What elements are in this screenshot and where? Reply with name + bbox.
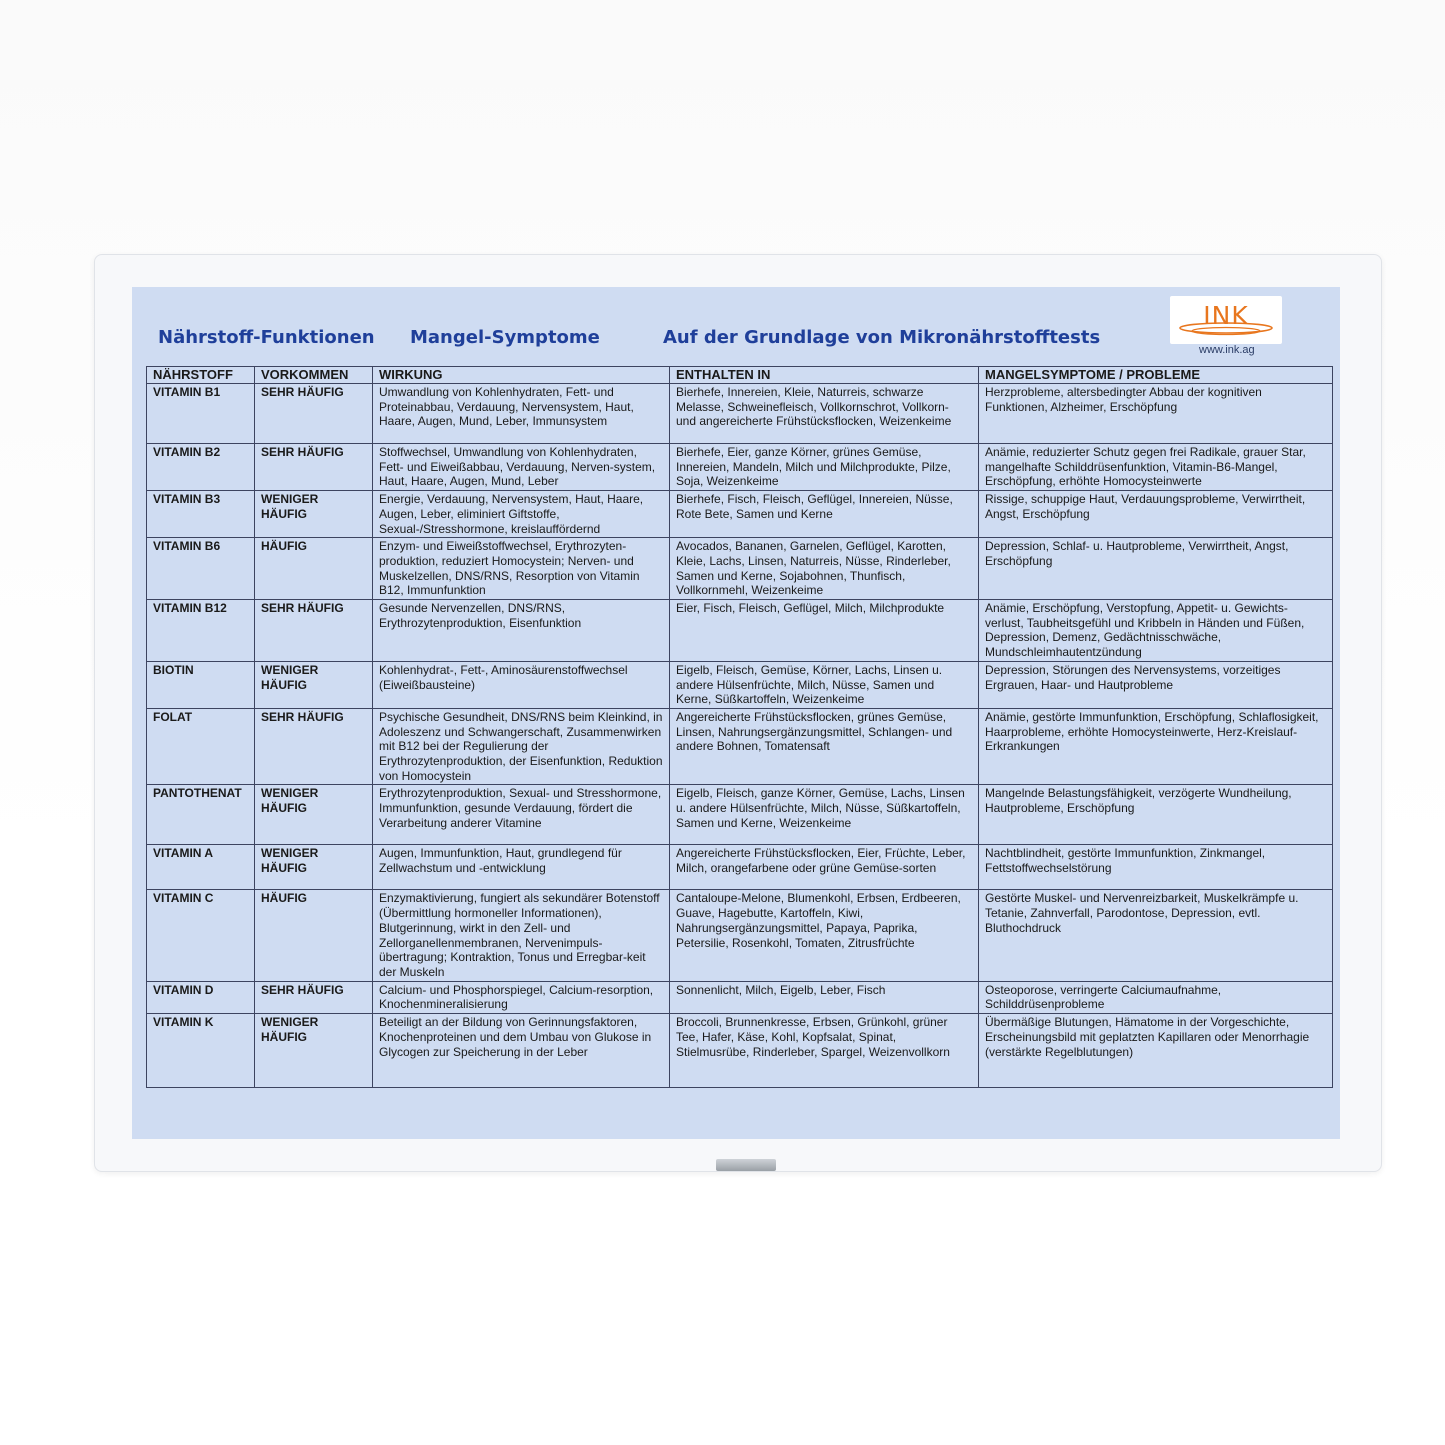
symptoms-cell: Anämie, gestörte Immunfunktion, Erschöpfung, Schlaflosigkeit, Haarprobleme, erhöhte Homocysteinwerte, Herz-Kreislauf-Erkrankungen xyxy=(979,708,1333,785)
frequency-cell: SEHR HÄUFIG xyxy=(255,708,373,785)
nutrient-name-cell: PANTOTHENAT xyxy=(147,785,255,845)
nutrient-name-cell: VITAMIN B12 xyxy=(147,600,255,662)
table-row xyxy=(147,384,1333,444)
effect-cell: Calcium- und Phosphorspiegel, Calcium-resorption, Knochenmineralisierung xyxy=(373,981,670,1013)
sources-cell: Avocados, Bananen, Garnelen, Geflügel, Karotten, Kleie, Lachs, Linsen, Naturreis, Nüsse, Rinderleber, Samen und Kerne, Sojabohnen, Thunfisch, Vollkornmehl, Weizenkeime xyxy=(670,538,979,600)
header-mangelsymptome: MANGELSYMPTOME / PROBLEME xyxy=(979,367,1333,384)
frequency-cell: SEHR HÄUFIG xyxy=(255,384,373,444)
effect-cell: Psychische Gesundheit, DNS/RNS beim Kleinkind, in Adoleszenz und Schwangerschaft, Zusammenwirken mit B12 bei der Regulierung der Erythrozytenproduktion, der Eisenfunktion, Reduktion von Homocystein xyxy=(373,708,670,785)
symptoms-cell: Nachtblindheit, gestörte Immunfunktion, Zinkmangel, Fettstoffwechselstörung xyxy=(979,845,1333,890)
table-row xyxy=(147,538,1333,600)
nutrient-table xyxy=(146,366,1333,1088)
nutrient-name-cell: VITAMIN D xyxy=(147,981,255,1013)
title-mangel-symptome: Mangel-Symptome xyxy=(410,327,600,348)
logo-text: INK xyxy=(1203,301,1249,330)
sources-cell: Bierhefe, Fisch, Fleisch, Geflügel, Innereien, Nüsse, Rote Bete, Samen und Kerne xyxy=(670,491,979,538)
table-row xyxy=(147,1014,1333,1088)
table-header-row xyxy=(147,367,1333,384)
header-enthalten-in: ENTHALTEN IN xyxy=(670,367,979,384)
sources-cell: Bierhefe, Innereien, Kleie, Naturreis, schwarze Melasse, Schweinefleisch, Vollkornschrot, Vollkorn- und angereicherte Frühstücksflocken, Weizenkeime xyxy=(670,384,979,444)
frequency-cell: SEHR HÄUFIG xyxy=(255,600,373,662)
nutrient-name-cell: VITAMIN A xyxy=(147,845,255,890)
table-row xyxy=(147,890,1333,981)
sources-cell: Eier, Fisch, Fleisch, Geflügel, Milch, Milchprodukte xyxy=(670,600,979,662)
effect-cell: Erythrozytenproduktion, Sexual- und Stresshormone, Immunfunktion, gesunde Verdauung, fördert die Verarbeitung anderer Vitamine xyxy=(373,785,670,845)
effect-cell: Umwandlung von Kohlenhydraten, Fett- und Proteinabbau, Verdauung, Nervensystem, Haut, Haare, Augen, Mund, Leber, Immunsystem xyxy=(373,384,670,444)
symptoms-cell: Osteoporose, verringerte Calciumaufnahme, Schilddrüsenprobleme xyxy=(979,981,1333,1013)
frequency-cell: WENIGER HÄUFIG xyxy=(255,491,373,538)
sources-cell: Bierhefe, Eier, ganze Körner, grünes Gemüse, Innereien, Mandeln, Milch und Milchprodukte, Pilze, Soja, Weizenkeime xyxy=(670,444,979,491)
symptoms-cell: Mangelnde Belastungsfähigkeit, verzögerte Wundheilung, Hautprobleme, Erschöpfung xyxy=(979,785,1333,845)
orbit-swoosh-icon xyxy=(1174,322,1278,340)
symptoms-cell: Gestörte Muskel- und Nervenreizbarkeit, Muskelkrämpfe u. Tetanie, Zahnverfall, Parodontose, Depression, evtl. Bluthochdruck xyxy=(979,890,1333,981)
frequency-cell: SEHR HÄUFIG xyxy=(255,981,373,1013)
table-body xyxy=(147,384,1333,1088)
header-vorkommen: VORKOMMEN xyxy=(255,367,373,384)
nutrient-name-cell: VITAMIN C xyxy=(147,890,255,981)
nutrient-name-cell: VITAMIN B6 xyxy=(147,538,255,600)
symptoms-cell: Depression, Schlaf- u. Hautprobleme, Verwirrtheit, Angst, Erschöpfung xyxy=(979,538,1333,600)
sources-cell: Angereicherte Frühstücksflocken, Eier, Früchte, Leber, Milch, orangefarbene oder grüne Gemüse-sorten xyxy=(670,845,979,890)
nutrient-name-cell: FOLAT xyxy=(147,708,255,785)
header-wirkung: WIRKUNG xyxy=(373,367,670,384)
sources-cell: Angereicherte Frühstücksflocken, grünes Gemüse, Linsen, Nahrungsergänzungsmittel, Schlangen- und andere Bohnen, Tomatensaft xyxy=(670,708,979,785)
effect-cell: Enzymaktivierung, fungiert als sekundärer Botenstoff (Übermittlung hormoneller Informationen), Blutgerinnung, wirkt in den Zell- und Zellorganellenmembranen, Nervenimpuls-übertragung; Kontraktion, Tonus und Erregbar-keit der Muskeln xyxy=(373,890,670,981)
nutrient-name-cell: VITAMIN B2 xyxy=(147,444,255,491)
ink-logo xyxy=(1170,296,1282,344)
symptoms-cell: Anämie, Erschöpfung, Verstopfung, Appetit- u. Gewichts-verlust, Taubheitsgefühl und Kribbeln in Händen und Füßen, Depression, Demenz, Gedächtnisschwäche, Mundschleimhautentzündung xyxy=(979,600,1333,662)
effect-cell: Energie, Verdauung, Nervensystem, Haut, Haare, Augen, Leber, eliminiert Giftstoffe, Sexual-/Stresshormone, kreislauffördernd xyxy=(373,491,670,538)
sources-cell: Cantaloupe-Melone, Blumenkohl, Erbsen, Erdbeeren, Guave, Hagebutte, Kartoffeln, Kiwi, Nahrungsergänzungsmittel, Papaya, Paprika, Petersilie, Rosenkohl, Tomaten, Zitrusfrüchte xyxy=(670,890,979,981)
table-row xyxy=(147,845,1333,890)
symptoms-cell: Anämie, reduzierter Schutz gegen frei Radikale, grauer Star, mangelhafte Schilddrüsenfunktion, Vitamin-B6-Mangel, Erschöpfung, erhöhte Homocysteinwerte xyxy=(979,444,1333,491)
sources-cell: Sonnenlicht, Milch, Eigelb, Leber, Fisch xyxy=(670,981,979,1013)
title-naehrstoff-funktionen: Nährstoff-Funktionen xyxy=(158,327,375,348)
table-row xyxy=(147,785,1333,845)
effect-cell: Stoffwechsel, Umwandlung von Kohlenhydraten, Fett- und Eiweißabbau, Verdauung, Nerven-system, Haut, Haare, Augen, Mund, Leber xyxy=(373,444,670,491)
effect-cell: Gesunde Nervenzellen, DNS/RNS, Erythrozytenproduktion, Eisenfunktion xyxy=(373,600,670,662)
effect-cell: Enzym- und Eiweißstoffwechsel, Erythrozyten-produktion, reduziert Homocystein; Nerven- und Muskelzellen, DNS/RNS, Resorption von Vitamin B12, Immunfunktion xyxy=(373,538,670,600)
symptoms-cell: Übermäßige Blutungen, Hämatome in der Vorgeschichte, Erscheinungsbild mit geplatzten Kapillaren oder Menorrhagie (verstärkte Regelblutungen) xyxy=(979,1014,1333,1088)
title-grundlage: Auf der Grundlage von Mikronährstofftests xyxy=(663,327,1101,348)
frequency-cell: WENIGER HÄUFIG xyxy=(255,1014,373,1088)
nutrient-name-cell: VITAMIN B3 xyxy=(147,491,255,538)
table-row xyxy=(147,491,1333,538)
sources-cell: Eigelb, Fleisch, ganze Körner, Gemüse, Lachs, Linsen u. andere Hülsenfrüchte, Milch, Nüsse, Süßkartoffeln, Samen und Kerne, Weizenkeime xyxy=(670,785,979,845)
table-row xyxy=(147,708,1333,785)
logo-url: www.ink.ag xyxy=(1199,344,1255,356)
frequency-cell: HÄUFIG xyxy=(255,538,373,600)
symptoms-cell: Rissige, schuppige Haut, Verdauungsprobleme, Verwirrtheit, Angst, Erschöpfung xyxy=(979,491,1333,538)
table-row xyxy=(147,661,1333,708)
sources-cell: Broccoli, Brunnenkresse, Erbsen, Grünkohl, grüner Tee, Hafer, Käse, Kohl, Kopfsalat, Spinat, Stielmusrübe, Rinderleber, Spargel, Weizenvollkorn xyxy=(670,1014,979,1088)
frequency-cell: WENIGER HÄUFIG xyxy=(255,785,373,845)
stand-clip xyxy=(716,1159,776,1171)
nutrient-name-cell: VITAMIN K xyxy=(147,1014,255,1088)
nutrient-name-cell: VITAMIN B1 xyxy=(147,384,255,444)
header-naehrstoff: NÄHRSTOFF xyxy=(147,367,255,384)
frequency-cell: HÄUFIG xyxy=(255,890,373,981)
frequency-cell: WENIGER HÄUFIG xyxy=(255,845,373,890)
sources-cell: Eigelb, Fleisch, Gemüse, Körner, Lachs, Linsen u. andere Hülsenfrüchte, Milch, Nüsse, Samen und Kerne, Süßkartoffeln, Weizenkeime xyxy=(670,661,979,708)
effect-cell: Augen, Immunfunktion, Haut, grundlegend für Zellwachstum und -entwicklung xyxy=(373,845,670,890)
symptoms-cell: Herzprobleme, altersbedingter Abbau der kognitiven Funktionen, Alzheimer, Erschöpfung xyxy=(979,384,1333,444)
effect-cell: Beteiligt an der Bildung von Gerinnungsfaktoren, Knochenproteinen und dem Umbau von Glukose in Glycogen zur Speicherung in der Leber xyxy=(373,1014,670,1088)
table-row xyxy=(147,444,1333,491)
nutrient-name-cell: BIOTIN xyxy=(147,661,255,708)
frequency-cell: WENIGER HÄUFIG xyxy=(255,661,373,708)
frequency-cell: SEHR HÄUFIG xyxy=(255,444,373,491)
symptoms-cell: Depression, Störungen des Nervensystems, vorzeitiges Ergrauen, Haar- und Hautprobleme xyxy=(979,661,1333,708)
effect-cell: Kohlenhydrat-, Fett-, Aminosäurenstoffwechsel (Eiweißbausteine) xyxy=(373,661,670,708)
table-row xyxy=(147,600,1333,662)
table-row xyxy=(147,981,1333,1013)
